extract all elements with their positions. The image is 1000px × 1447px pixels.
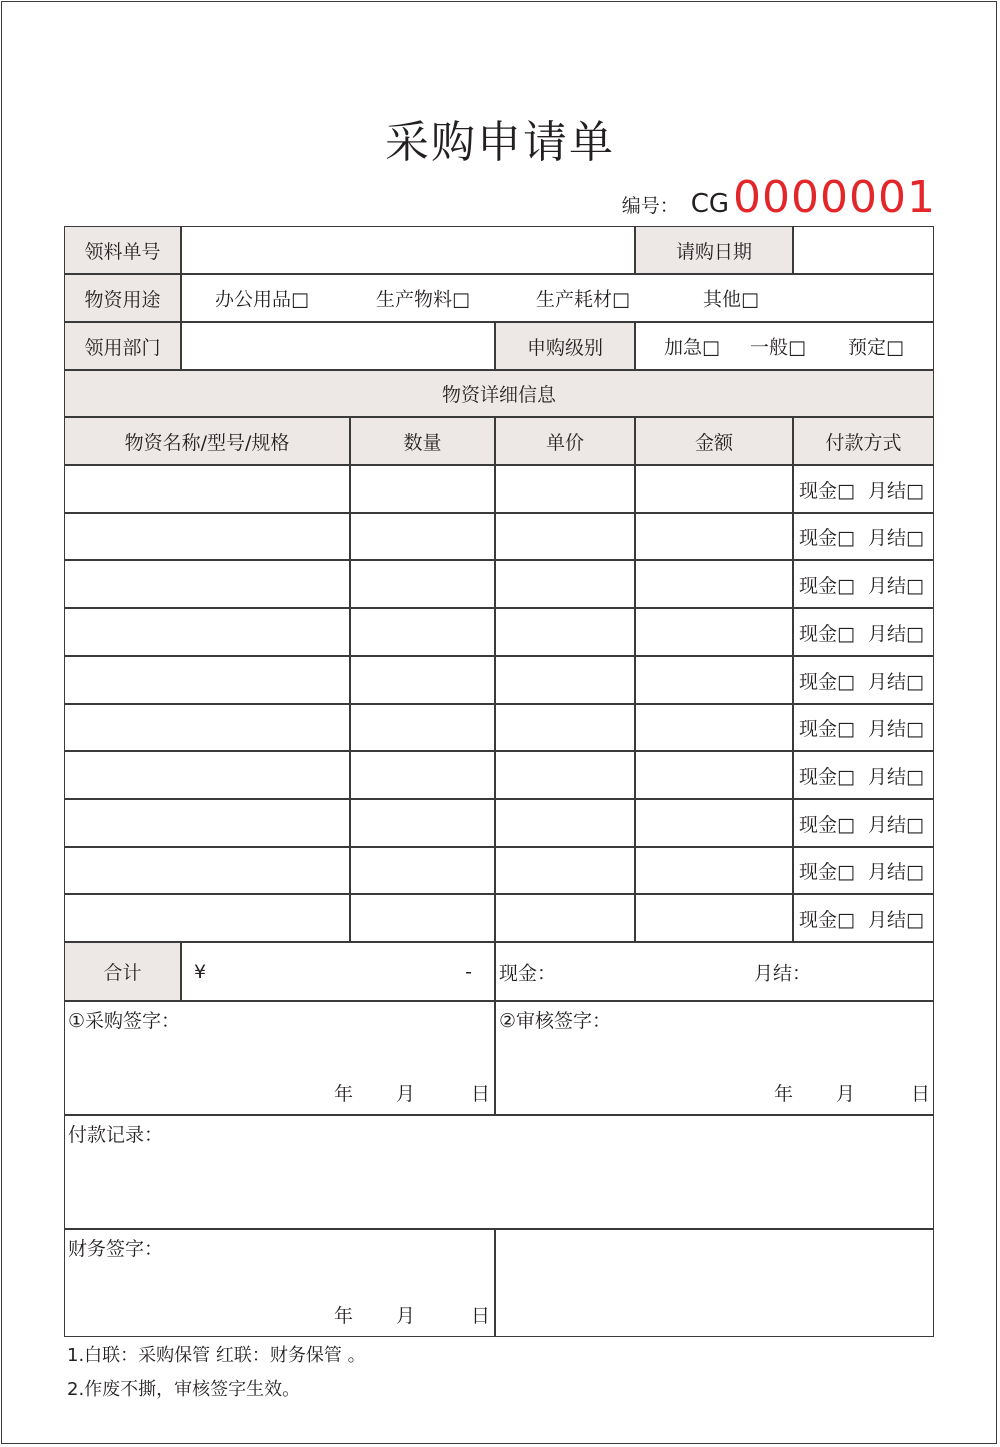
item-name-cell[interactable] [64,656,350,704]
unit-price-cell[interactable] [495,704,635,751]
unit-price-cell[interactable] [495,894,635,942]
payment-monthly-option[interactable]: 月结□ [867,765,924,788]
column-header-quantity: 数量 [350,417,495,465]
usage-option-office[interactable]: 办公用品□ [215,288,309,311]
priority-option-scheduled[interactable]: 预定□ [848,336,904,359]
cash-total-label: 现金： [499,962,557,984]
quantity-cell[interactable] [350,799,495,847]
item-name-cell[interactable] [64,513,350,560]
payment-monthly-option[interactable]: 月结□ [867,718,924,740]
unit-price-cell[interactable] [495,465,635,513]
usage-option-other[interactable]: 其他□ [703,288,759,311]
details-section-title: 物资详细信息 [64,370,934,417]
column-header-unit-price: 单价 [495,417,635,465]
item-name-cell[interactable] [64,751,350,799]
monthly-total-label: 月结： [754,962,812,984]
serial-label: 编号： [621,195,679,217]
quantity-cell[interactable] [350,465,495,513]
form-title: 采购申请单 [385,117,615,168]
quantity-cell[interactable] [350,704,495,751]
payment-cash-option[interactable]: 现金□ [799,718,855,740]
payment-cash-option[interactable]: 现金□ [799,765,855,788]
payment-method-cell [793,608,934,656]
usage-label: 物资用途 [64,274,181,322]
payment-cash-option[interactable]: 现金□ [799,861,855,883]
finance-date-day: 日 [471,1305,491,1327]
item-name-cell[interactable] [64,704,350,751]
purchase-date-month: 月 [396,1083,416,1105]
note-copies: 1.白联：采购保管 红联：财务保管 。 [67,1345,366,1366]
requisition-no-label: 领料单号 [64,226,181,274]
review-date-day: 日 [911,1083,931,1105]
amount-cell[interactable] [635,560,793,608]
priority-option-urgent[interactable]: 加急□ [664,336,720,359]
item-name-cell[interactable] [64,799,350,847]
quantity-cell[interactable] [350,894,495,942]
total-label: 合计 [64,942,181,1001]
payment-cash-option[interactable]: 现金□ [799,527,855,549]
item-name-cell[interactable] [64,560,350,608]
item-name-cell[interactable] [64,465,350,513]
unit-price-cell[interactable] [495,656,635,704]
finance-date-month: 月 [396,1305,416,1327]
finance-signature-label: 财务签字： [68,1238,164,1260]
payment-monthly-option[interactable]: 月结□ [867,908,924,931]
payment-method-cell [793,799,934,847]
quantity-cell[interactable] [350,608,495,656]
amount-cell[interactable] [635,847,793,894]
quantity-cell[interactable] [350,560,495,608]
payment-cash-option[interactable]: 现金□ [799,908,855,931]
finance-signature-box[interactable] [64,1229,495,1337]
department-label: 领用部门 [64,322,181,370]
unit-price-cell[interactable] [495,751,635,799]
review-signature-label: ②审核签字： [499,1010,612,1032]
payment-method-cell [793,751,934,799]
purchase-signature-box[interactable] [64,1001,495,1115]
unit-price-cell[interactable] [495,560,635,608]
item-name-cell[interactable] [64,894,350,942]
request-date-label: 请购日期 [635,226,793,274]
finance-blank-box [495,1229,934,1337]
quantity-cell[interactable] [350,847,495,894]
unit-price-cell[interactable] [495,608,635,656]
payment-cash-option[interactable]: 现金□ [799,813,855,836]
amount-cell[interactable] [635,704,793,751]
purchase-signature-label: ①采购签字： [68,1010,181,1032]
payment-monthly-option[interactable]: 月结□ [867,861,924,883]
quantity-cell[interactable] [350,513,495,560]
payment-cash-option[interactable]: 现金□ [799,622,855,645]
column-header-item: 物资名称/型号/规格 [64,417,350,465]
payment-monthly-option[interactable]: 月结□ [867,813,924,836]
priority-option-normal[interactable]: 一般□ [750,336,806,359]
item-name-cell[interactable] [64,608,350,656]
payment-method-cell [793,513,934,560]
purchase-date-year: 年 [334,1083,354,1105]
requisition-no-field[interactable] [181,226,635,274]
payment-summary [495,942,934,1001]
finance-date-year: 年 [334,1305,354,1327]
priority-label: 申购级别 [495,322,635,370]
unit-price-cell[interactable] [495,513,635,560]
payment-cash-option[interactable]: 现金□ [799,574,855,597]
review-date-month: 月 [836,1083,856,1105]
amount-cell[interactable] [635,513,793,560]
item-name-cell[interactable] [64,847,350,894]
total-amount-field[interactable] [181,942,495,1001]
payment-method-cell [793,704,934,751]
amount-cell[interactable] [635,465,793,513]
payment-method-cell [793,465,934,513]
payment-cash-option[interactable]: 现金□ [799,479,855,502]
serial-value: 0000001 [733,172,936,223]
amount-cell[interactable] [635,751,793,799]
currency-symbol: ¥ [194,960,207,983]
payment-method-cell [793,560,934,608]
usage-option-material[interactable]: 生产物料□ [376,288,470,311]
amount-cell[interactable] [635,894,793,942]
review-signature-box[interactable] [495,1001,934,1115]
payment-method-cell [793,894,934,942]
payment-monthly-option[interactable]: 月结□ [867,670,924,693]
purchase-date-day: 日 [471,1083,491,1105]
payment-monthly-option[interactable]: 月结□ [867,574,924,597]
quantity-cell[interactable] [350,656,495,704]
priority-options [635,322,934,370]
usage-options [181,274,934,322]
department-field[interactable] [181,322,495,370]
usage-option-consumable[interactable]: 生产耗材□ [536,288,630,311]
serial-prefix: CG [690,189,730,219]
unit-price-cell[interactable] [495,799,635,847]
payment-method-cell [793,656,934,704]
payment-method-cell [793,847,934,894]
column-header-payment: 付款方式 [793,417,934,465]
payment-monthly-option[interactable]: 月结□ [867,527,924,549]
payment-record-label: 付款记录： [68,1124,164,1146]
amount-cell[interactable] [635,656,793,704]
request-date-field[interactable] [793,226,934,274]
payment-cash-option[interactable]: 现金□ [799,670,855,693]
payment-monthly-option[interactable]: 月结□ [867,479,924,502]
payment-record-box[interactable] [64,1115,934,1229]
quantity-cell[interactable] [350,751,495,799]
amount-cell[interactable] [635,799,793,847]
amount-cell[interactable] [635,608,793,656]
total-amount: - [465,960,472,983]
review-date-year: 年 [774,1083,794,1105]
unit-price-cell[interactable] [495,847,635,894]
note-void: 2.作废不撕，审核签字生效。 [67,1379,301,1400]
column-header-amount: 金额 [635,417,793,465]
payment-monthly-option[interactable]: 月结□ [867,622,924,645]
